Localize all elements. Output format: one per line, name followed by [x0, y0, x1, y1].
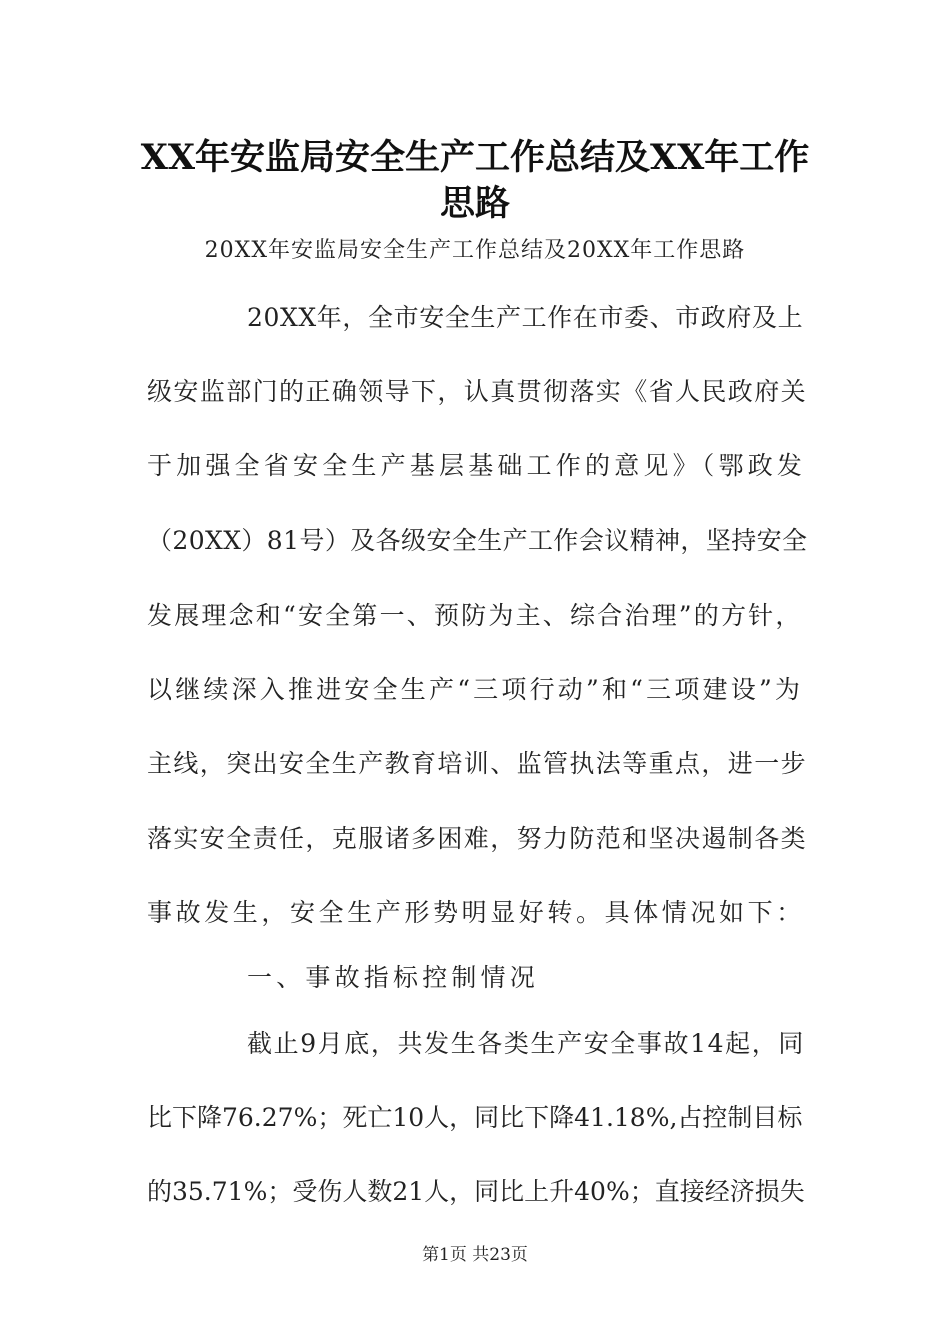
- body-line: 比下降76.27%；死亡10人，同比下降41.18%,占控制目标: [147, 1103, 803, 1132]
- body-line: （20XX）81号）及各级安全生产工作会议精神，坚持安全: [147, 526, 808, 555]
- document-title-line-1: XX年安监局安全生产工作总结及XX年工作: [140, 137, 810, 178]
- body-line: 级安监部门的正确领导下，认真贯彻落实《省人民政府关: [147, 377, 808, 406]
- body-line: 以继续深入推进安全生产“三项行动”和“三项建设”为: [147, 675, 804, 704]
- body-line: 主线，突出安全生产教育培训、监管执法等重点，进一步: [147, 749, 808, 778]
- document-title-line-2: 思路: [439, 183, 510, 224]
- section-heading: 一、事故指标控制情况: [247, 963, 540, 992]
- document-subtitle: 20XX年安监局安全生产工作总结及20XX年工作思路: [204, 238, 746, 263]
- body-line: 落实安全责任，克服诸多困难，努力防范和坚决遏制各类: [147, 824, 808, 853]
- body-line: 发展理念和“安全第一、预防为主、综合治理”的方针，: [147, 601, 803, 630]
- page-footer: 第1页 共23页: [422, 1245, 528, 1265]
- body-line: 于加强全省安全生产基层基础工作的意见》（鄂政发: [147, 451, 807, 480]
- body-line: 截止9月底，共发生各类生产安全事故14起，同: [247, 1029, 805, 1058]
- body-line: 事故发生，安全生产形势明显好转。具体情况如下：: [147, 898, 805, 927]
- body-line: 的35.71%；受伤人数21人，同比上升40%；直接经济损失: [147, 1177, 805, 1206]
- body-line: 20XX年，全市安全生产工作在市委、市政府及上: [247, 303, 804, 332]
